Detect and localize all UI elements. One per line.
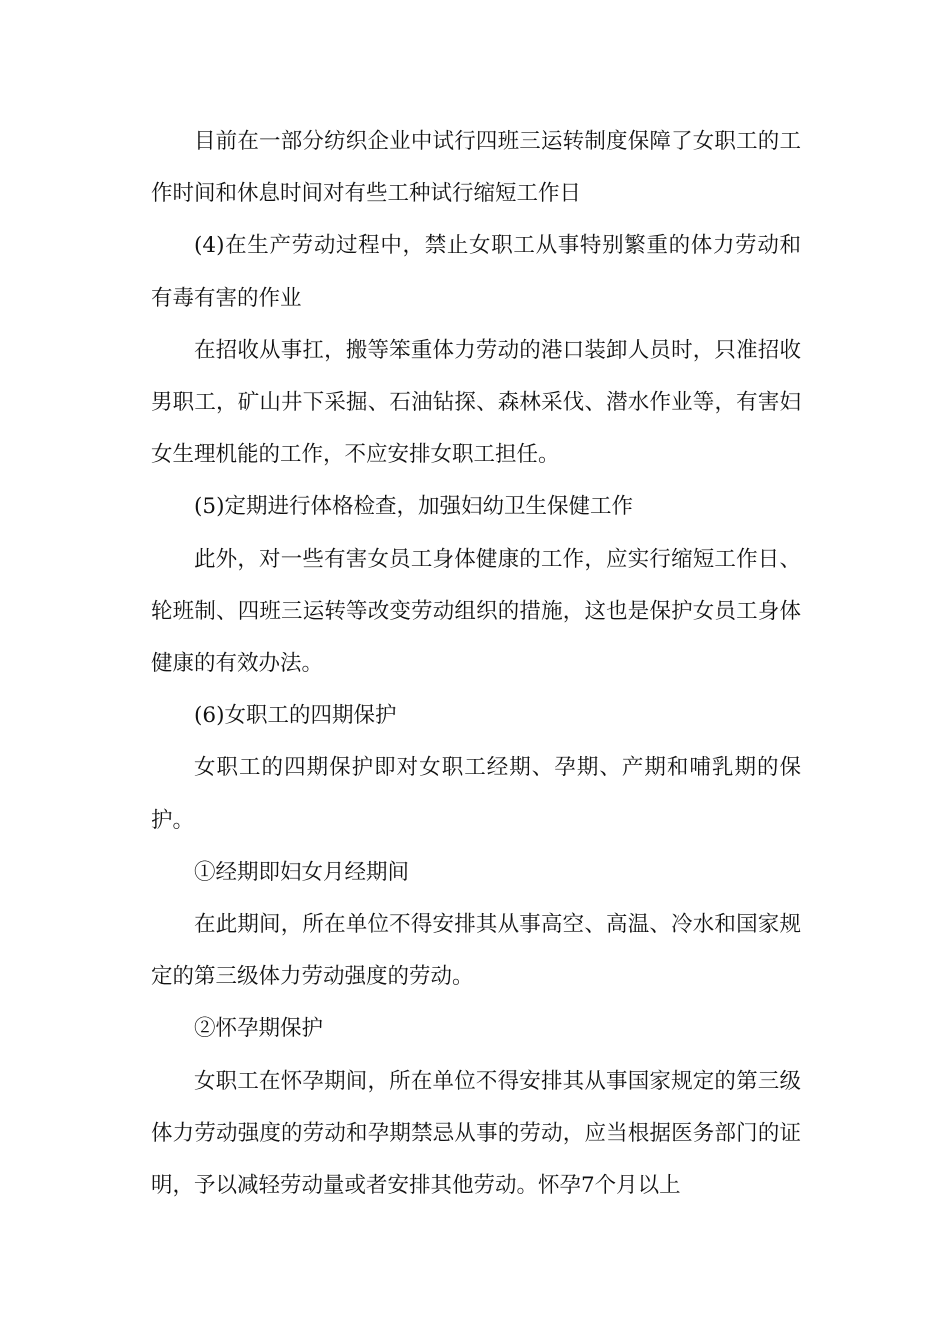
paragraph-heading-menstrual: ①经期即妇女月经期间 bbox=[194, 859, 410, 885]
paragraph-menstrual-protection: 在此期间，所在单位不得安排其从事高空、高温、冷水和国家规定的第三级体力劳动强度的劳动。 bbox=[151, 912, 801, 990]
paragraph-four-periods: 女职工的四期保护即对女职工经期、孕期、产期和哺乳期的保护。 bbox=[151, 755, 801, 833]
paragraph-heading-5: (5)定期进行体格检查，加强妇幼卫生保健工作 bbox=[194, 494, 633, 520]
paragraph-shift-system: 目前在一部分纺织企业中试行四班三运转制度保障了女职工的工作时间和休息时间对有些工种试行缩短工作日 bbox=[151, 129, 801, 207]
paragraph-heavy-labor: 在招收从事扛，搬等笨重体力劳动的港口装卸人员时，只准招收男职工，矿山井下采掘、石油钻探、森林采伐、潜水作业等，有害妇女生理机能的工作，不应安排女职工担任。 bbox=[151, 337, 801, 468]
document-body bbox=[151, 116, 801, 1212]
paragraph-health-measures: 此外，对一些有害女员工身体健康的工作，应实行缩短工作日、轮班制、四班三运转等改变劳动组织的措施，这也是保护女员工身体健康的有效办法。 bbox=[151, 546, 801, 677]
paragraph-heading-6: (6)女职工的四期保护 bbox=[194, 703, 397, 729]
paragraph-heading-4: (4)在生产劳动过程中，禁止女职工从事特别繁重的体力劳动和有毒有害的作业 bbox=[151, 233, 801, 311]
paragraph-pregnancy-protection: 女职工在怀孕期间，所在单位不得安排其从事国家规定的第三级体力劳动强度的劳动和孕期禁忌从事的劳动，应当根据医务部门的证明，予以减轻劳动量或者安排其他劳动。怀孕7个月以上 bbox=[151, 1068, 801, 1199]
paragraph-heading-pregnancy: ②怀孕期保护 bbox=[194, 1016, 324, 1042]
